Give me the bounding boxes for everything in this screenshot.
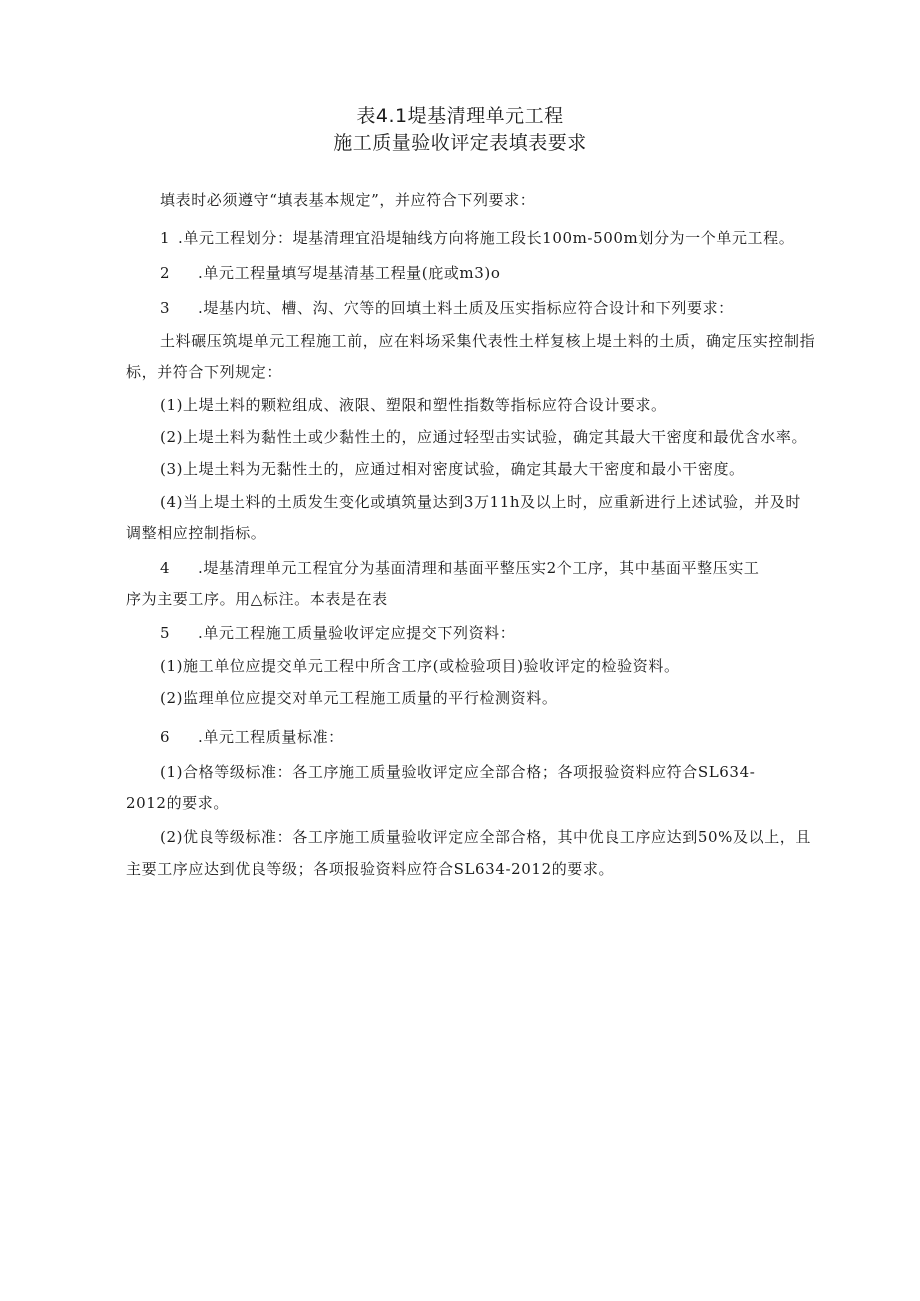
item-6-sub-1-line2: 2012的要求。 [126, 794, 229, 812]
document-title-line2: 施工质量验收评定表填表要求 [333, 132, 587, 154]
item-6-sub-2-line1: (2)优良等级标准：各工序施工质量验收评定应全部合格，其中优良工序应达到50%及以上，且 [160, 828, 811, 846]
item-3-sub-3: (3)上堤土料为无黏性土的，应通过相对密度试验，确定其最大干密度和最小干密度。 [160, 460, 745, 478]
item-6 [160, 726, 344, 747]
item-2-number: 2 [160, 264, 171, 282]
item-3 [160, 297, 734, 318]
item-6-text: .单元工程质量标准： [198, 728, 344, 746]
item-6-sub-2-line2: 主要工序应达到优良等级；各项报验资料应符合SL634-2012的要求。 [126, 860, 615, 878]
document-title-line1: 表4.1堤基清理单元工程 [356, 105, 564, 127]
item-2 [160, 262, 500, 283]
item-3-paragraph-line2: 标，并符合下列规定： [126, 363, 283, 381]
item-3-paragraph-line1: 土料碾压筑堤单元工程施工前，应在料场采集代表性土样复核上堤土料的土质，确定压实控制指 [160, 332, 816, 350]
item-5-text: .单元工程施工质量验收评定应提交下列资料： [198, 624, 516, 642]
item-4 [160, 557, 760, 578]
item-3-number: 3 [160, 299, 171, 317]
item-1-text: .单元工程划分：堤基清理宜沿堤轴线方向将施工段长100m-500m划分为一个单元工程。 [178, 229, 795, 247]
item-3-sub-1: (1)上堤土料的颗粒组成、液限、塑限和塑性指数等指标应符合设计要求。 [160, 396, 667, 414]
item-4-continuation: 序为主要工序。用△标注。本表是在表 [126, 590, 388, 608]
item-1 [160, 227, 794, 248]
item-2-text: .单元工程量填写堤基清基工程量(庇或m3)o [198, 264, 501, 282]
item-1-number: 1 [160, 229, 171, 247]
item-5-number: 5 [160, 624, 171, 642]
item-3-sub-4-line1: (4)当上堤土料的土质发生变化或填筑量达到3万11h及以上时，应重新进行上述试验，并及时 [160, 493, 801, 511]
item-6-number: 6 [160, 728, 171, 746]
item-6-sub-1-line1: (1)合格等级标准：各工序施工质量验收评定应全部合格；各项报验资料应符合SL634- [160, 763, 756, 781]
item-4-text: .堤基清理单元工程宜分为基面清理和基面平整压实2个工序，其中基面平整压实工 [198, 559, 760, 577]
item-5-sub-1: (1)施工单位应提交单元工程中所含工序(或检验项目)验收评定的检验资料。 [160, 657, 680, 675]
item-4-number: 4 [160, 559, 171, 577]
item-5-sub-2: (2)监理单位应提交对单元工程施工质量的平行检测资料。 [160, 689, 558, 707]
item-3-sub-4-line2: 调整相应控制指标。 [126, 524, 267, 542]
intro-paragraph: 填表时必须遵守“填表基本规定”，并应符合下列要求： [160, 191, 536, 209]
item-3-text: .堤基内坑、槽、沟、穴等的回填土料土质及压实指标应符合设计和下列要求： [198, 299, 734, 317]
item-5 [160, 622, 515, 643]
item-3-sub-2: (2)上堤土料为黏性土或少黏性土的，应通过轻型击实试验，确定其最大干密度和最优含水率。 [160, 428, 808, 446]
